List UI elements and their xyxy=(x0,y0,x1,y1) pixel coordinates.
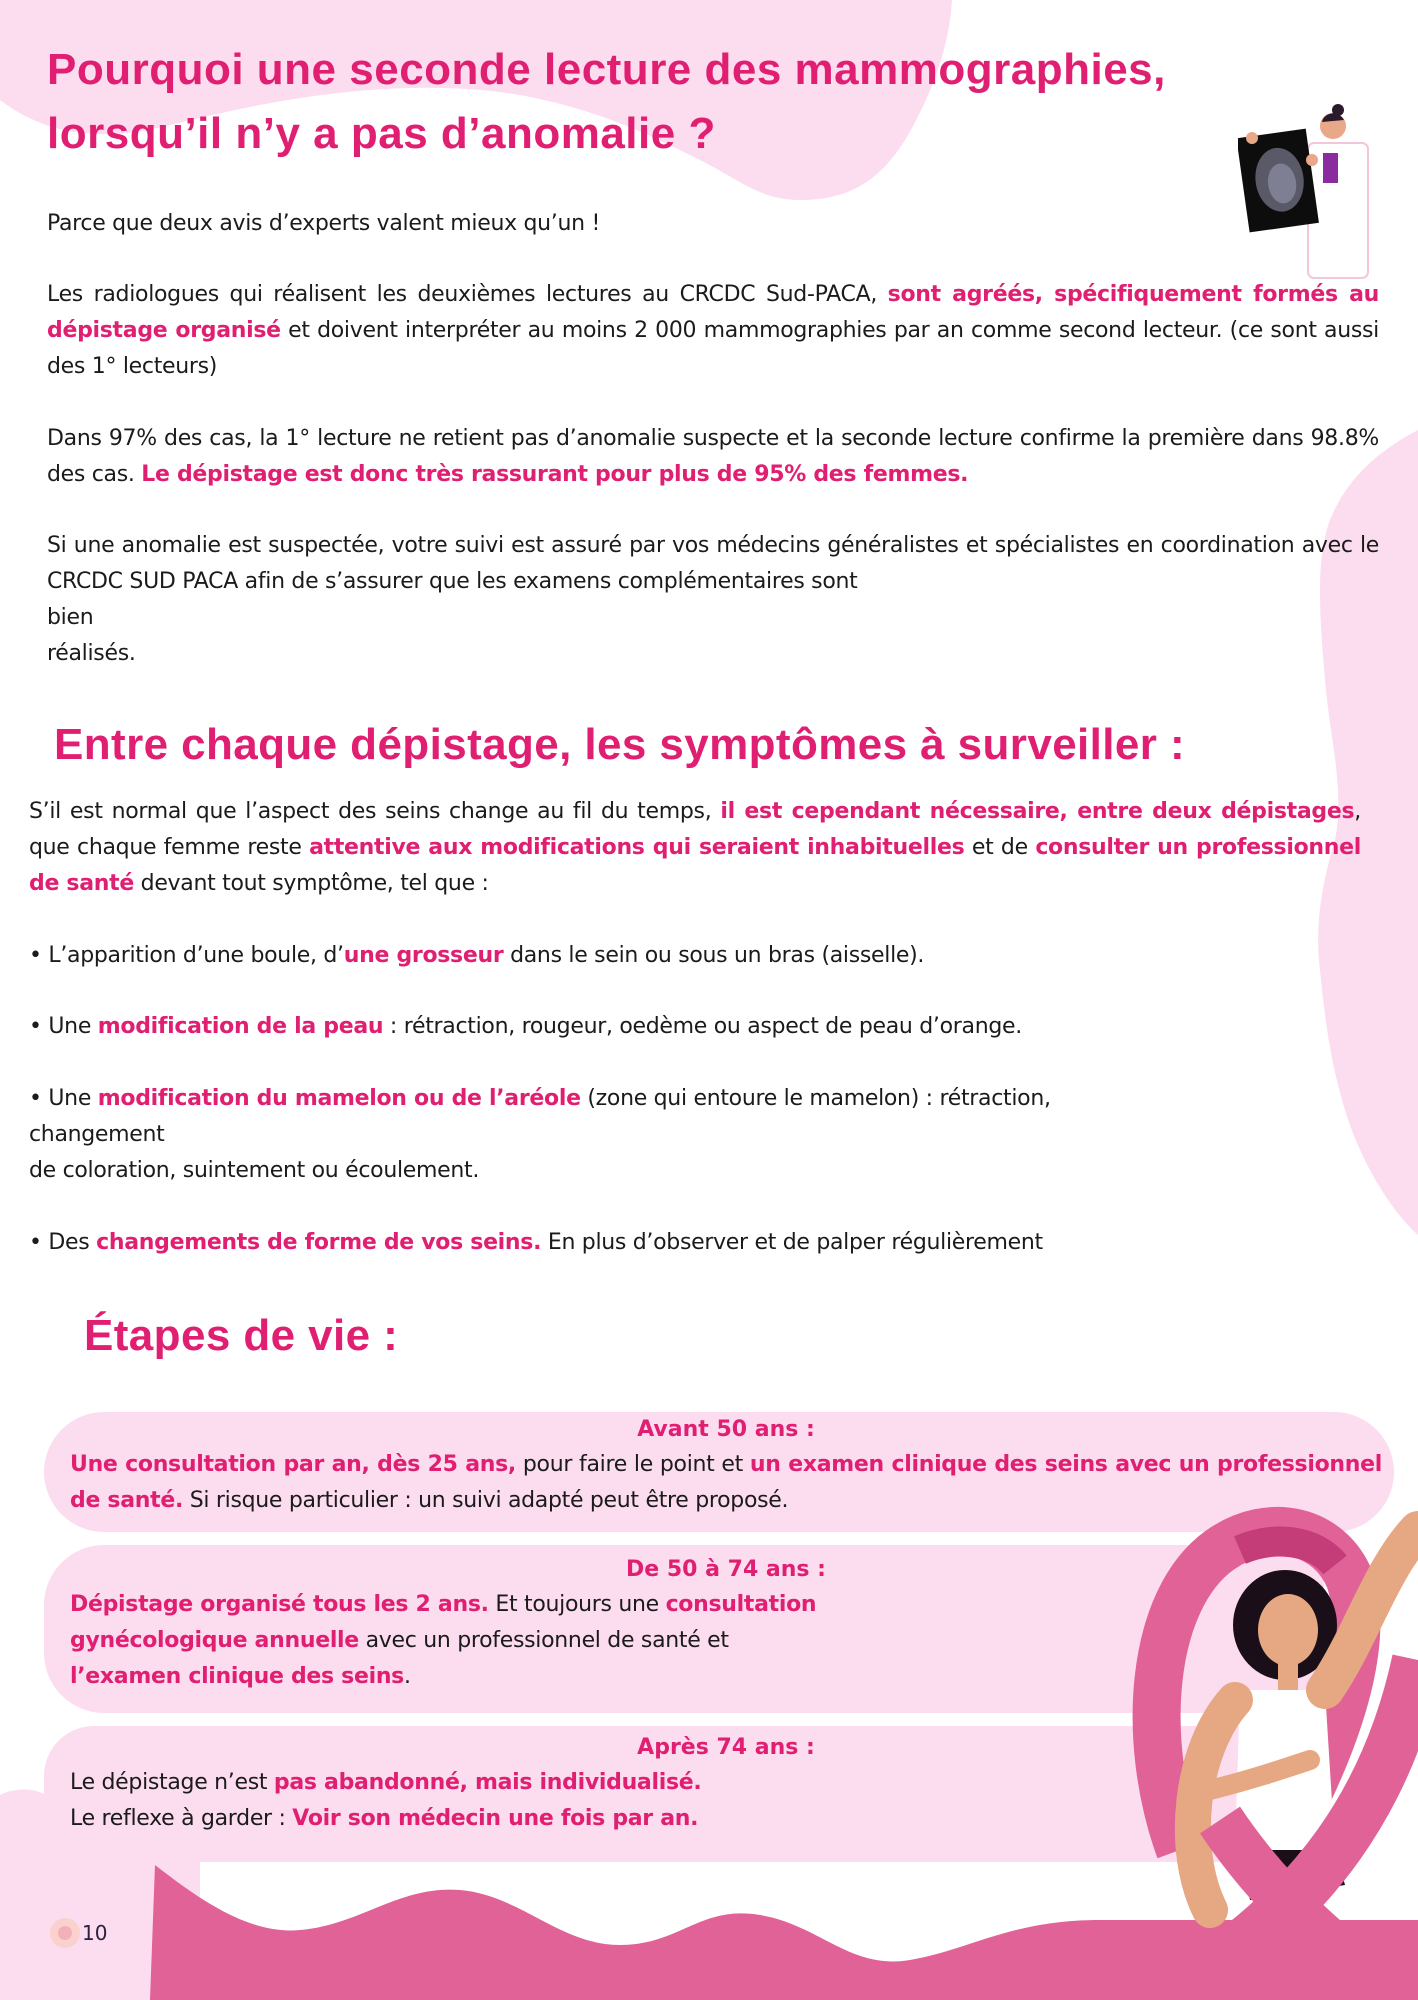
stage-highlight: consultation xyxy=(665,1592,817,1617)
section1-paragraph-3 xyxy=(47,421,1379,493)
stage-text: avec un professionnel de santé et xyxy=(358,1628,729,1653)
stage-body xyxy=(70,1447,1382,1519)
intro-text-g: devant tout symptôme, tel que : xyxy=(133,871,489,896)
stage-card-50-74 xyxy=(70,1553,1382,1695)
p2-highlight: sont agréés, spécifiquement formés au dépistage organisé xyxy=(47,282,1379,343)
section1-intro: Parce que deux avis d’experts valent mieux qu’un ! xyxy=(47,211,601,236)
stage-line-2 xyxy=(70,1623,970,1659)
bullet-text: dans le sein ou sous un bras (aisselle). xyxy=(503,943,925,968)
stage-text: pour faire le point et xyxy=(515,1452,750,1477)
stage-body xyxy=(70,1765,1382,1837)
stage-line-2 xyxy=(70,1801,1382,1837)
stage-highlight: l’examen clinique des seins xyxy=(70,1664,404,1689)
p4-text-a: Si une anomalie est suspectée, votre suivi est assuré par vos médecins généralistes et spécialistes en coordination avec le CRCDC SUD PACA afin de s’assurer que les examens complémentaires sont xyxy=(47,533,1379,594)
stage-highlight: Voir son médecin une fois par an. xyxy=(292,1806,699,1831)
section1-title xyxy=(47,38,1287,166)
bullet-3-line1 xyxy=(29,1081,1361,1117)
section1-paragraph-2 xyxy=(47,277,1379,385)
bullet-text: En plus d’observer et de palper régulièrement xyxy=(541,1230,1043,1255)
section2-title: Entre chaque dépistage, les symptômes à surveiller : xyxy=(54,720,1186,769)
intro-highlight-b: il est cependant nécessaire, entre deux dépistages xyxy=(720,799,1355,824)
section1-title-line1: Pourquoi une seconde lecture des mammographies, xyxy=(47,45,1166,94)
bullet-highlight: une grosseur xyxy=(343,943,504,968)
stage-line-1 xyxy=(70,1587,970,1623)
bullet-text: • L’apparition d’une boule, d’ xyxy=(29,943,344,968)
stage-title: Après 74 ans : xyxy=(637,1735,815,1760)
symptom-bullet-1 xyxy=(29,938,1361,974)
intro-highlight-d: attentive aux modifications qui seraient inhabituelles xyxy=(309,835,965,860)
bullet-text: (zone qui entoure le mamelon) : rétraction, xyxy=(580,1086,1051,1111)
bullet-text: • Des xyxy=(29,1230,97,1255)
section1-title-line2: lorsqu’il n’y a pas d’anomalie ? xyxy=(47,109,716,158)
section3-title: Étapes de vie : xyxy=(84,1311,399,1360)
section1-paragraph-4 xyxy=(47,528,1379,672)
p4-text-c: réalisés. xyxy=(47,641,136,666)
stage-highlight: Dépistage organisé tous les 2 ans. xyxy=(70,1592,489,1617)
p3-highlight: Le dépistage est donc très rassurant pour plus de 95% des femmes. xyxy=(141,462,969,487)
p3-text-a: Dans 97% des cas, la 1° lecture ne retient pas d’anomalie suspecte et la seconde lecture confirme la première dans 98.8% des cas. xyxy=(47,426,1379,487)
bullet-3-line2: changement xyxy=(29,1122,165,1147)
p2-text-a: Les radiologues qui réalisent les deuxièmes lectures au CRCDC Sud-PACA, xyxy=(47,282,888,307)
page-footer xyxy=(50,1918,107,1948)
bullet-highlight: modification de la peau xyxy=(97,1014,384,1039)
stage-card-after-74 xyxy=(70,1731,1382,1837)
symptom-bullet-2 xyxy=(29,1009,1361,1045)
bullet-highlight: modification du mamelon ou de l’aréole xyxy=(97,1086,581,1111)
stage-highlight: un examen clinique des seins avec un professionnel de santé. xyxy=(70,1452,1382,1513)
bullet-text: : rétraction, rougeur, oedème ou aspect de peau d’orange. xyxy=(383,1014,1022,1039)
intro-highlight-f: consulter un professionnel de santé xyxy=(29,835,1361,896)
stage-highlight: gynécologique annuelle xyxy=(70,1628,359,1653)
intro-text-a: S’il est normal que l’aspect des seins change au fil du temps, xyxy=(29,799,721,824)
flower-bullet-icon xyxy=(50,1918,80,1948)
stage-line-1 xyxy=(70,1765,1382,1801)
stage-text: Si risque particulier : un suivi adapté peut être proposé. xyxy=(183,1488,789,1513)
page-number: 10 xyxy=(82,1921,108,1945)
bullet-highlight: changements de forme de vos seins. xyxy=(96,1230,542,1255)
stage-line-3 xyxy=(70,1659,970,1695)
bullet-text: • Une xyxy=(29,1086,98,1111)
stage-card-before-50 xyxy=(70,1413,1382,1519)
symptom-bullet-3 xyxy=(29,1081,1361,1189)
stage-text: Le dépistage n’est xyxy=(70,1770,274,1795)
bullet-text: • Une xyxy=(29,1014,98,1039)
stage-text: Et toujours une xyxy=(488,1592,666,1617)
stage-title: De 50 à 74 ans : xyxy=(626,1557,826,1582)
stage-title: Avant 50 ans : xyxy=(637,1417,815,1442)
stage-text: . xyxy=(403,1664,411,1689)
intro-text-e: et de xyxy=(964,835,1036,860)
stage-text: Le reflexe à garder : xyxy=(70,1806,293,1831)
symptom-bullet-4 xyxy=(29,1225,1361,1261)
p4-text-b: bien xyxy=(47,605,94,630)
intro-text-c: , que chaque femme reste xyxy=(29,799,1361,860)
stage-body xyxy=(70,1587,970,1695)
p2-text-c: et doivent interpréter au moins 2 000 mammographies par an comme second lecteur. (ce sont aussi des 1° lecteurs) xyxy=(47,318,1379,379)
bullet-3-line3: de coloration, suintement ou écoulement. xyxy=(29,1158,480,1183)
stage-highlight: Une consultation par an, dès 25 ans, xyxy=(70,1452,516,1477)
stage-highlight: pas abandonné, mais individualisé. xyxy=(273,1770,702,1795)
section2-intro xyxy=(29,794,1361,902)
